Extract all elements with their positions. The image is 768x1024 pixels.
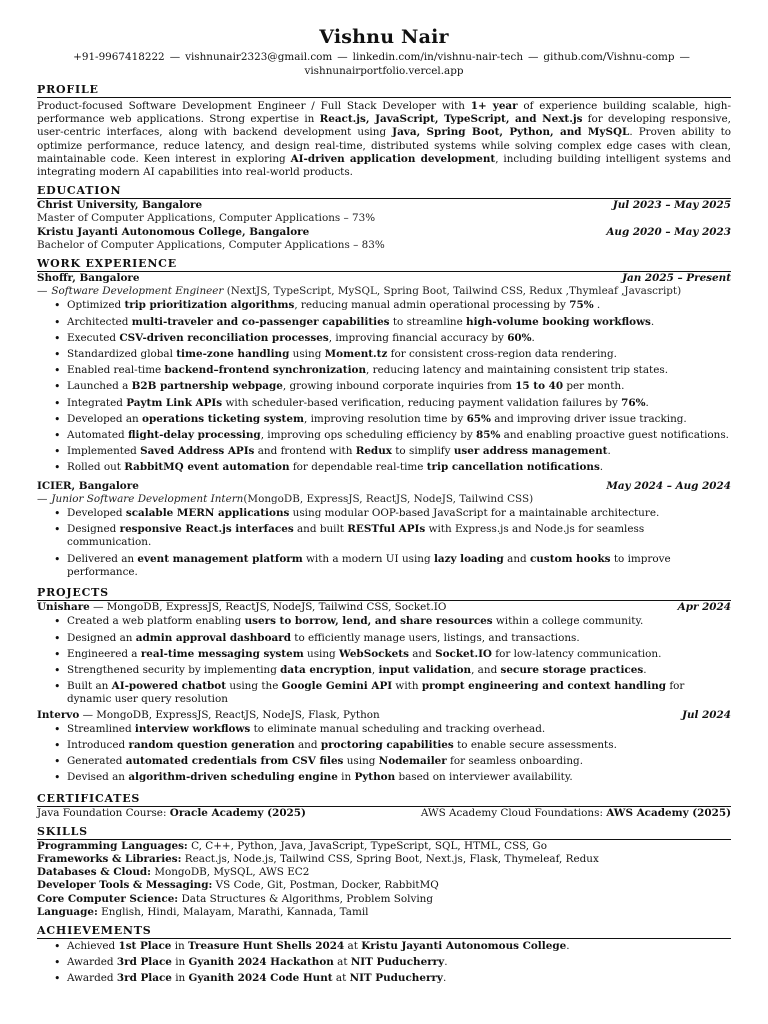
skill-value: Data Structures & Algorithms, Problem Solving [178, 892, 433, 905]
experience-dates: Jan 2025 – Present [622, 272, 731, 285]
bold-text: Treasure Hunt Shells 2024 [188, 939, 345, 952]
bold-text: interview workflows [134, 722, 251, 735]
text-run: , improving resolution time by [303, 412, 467, 425]
text-run: , and [471, 663, 501, 676]
bullet-list [37, 506, 731, 581]
projects-list [37, 601, 731, 786]
text-run: using the [226, 680, 282, 693]
text-run: Implemented [67, 445, 141, 458]
experience-entry [37, 480, 731, 581]
text-run: based on interviewer availability. [395, 771, 573, 784]
bullet-item [67, 379, 731, 395]
skill-row [37, 893, 731, 906]
project-entry [37, 601, 731, 708]
bold-text: admin approval dashboard [135, 631, 291, 644]
bold-text: proctoring capabilities [320, 738, 454, 751]
skill-row [37, 879, 731, 892]
text-run: Devised an [67, 771, 129, 784]
bold-text: RESTful APIs [347, 523, 426, 536]
text-run: Streamlined [67, 722, 135, 735]
section-title-projects: PROJECTS [37, 586, 731, 601]
text-run: , reducing latency and maintaining consistent trip states. [366, 364, 669, 377]
text-run: Developed [67, 507, 126, 520]
bold-text: Python [354, 771, 396, 784]
skill-label: Language: [37, 905, 98, 918]
text-run: to improve performance. [67, 552, 671, 578]
bold-text: Gyanith 2024 Code Hunt [188, 972, 333, 985]
bold-text: Oracle Academy (2025) [169, 806, 306, 819]
certificate-item [421, 807, 731, 820]
text-run: at [333, 956, 351, 969]
section-title-achievements: ACHIEVEMENTS [37, 924, 731, 939]
bullet-item [67, 396, 731, 412]
section-title-certificates: CERTIFICATES [37, 792, 731, 807]
bold-text: Google Gemini API [281, 680, 393, 693]
text-run: and improving driver issue tracking. [490, 412, 687, 425]
text-run: Generated [67, 755, 126, 768]
skill-label: Developer Tools & Messaging: [37, 879, 213, 892]
text-run: . [607, 445, 611, 458]
text-run: AWS Academy Cloud Foundations: [420, 806, 607, 819]
email-link[interactable]: vishnunair2323@gmail.com [185, 51, 333, 63]
experience-dates: May 2024 – Aug 2024 [606, 479, 731, 492]
experience-list [37, 272, 731, 581]
bold-text: NIT Puducherry [350, 956, 445, 969]
bold-text: 1+ year [470, 100, 518, 112]
text-run: for dependable real-time [289, 461, 427, 474]
bullet-item [67, 552, 731, 581]
school-name: Kristu Jayanti Autonomous College, Bangalore [37, 225, 310, 238]
bold-text: 1st Place [118, 939, 172, 952]
role-dash: — [37, 492, 48, 505]
project-stack: — MongoDB, ExpressJS, ReactJS, NodeJS, Tailwind CSS, Socket.IO [89, 601, 447, 614]
company-name: ICIER, Bangalore [37, 479, 139, 492]
bullet-list [37, 614, 731, 708]
bold-text: trip cancellation notifications [426, 461, 600, 474]
bullet-item [67, 315, 731, 331]
text-run: Enabled real-time [67, 364, 165, 377]
text-run: with scheduler-based verification, reducing payment validation failures by [222, 396, 622, 409]
text-run: at [332, 972, 350, 985]
text-run: Optimized [67, 299, 125, 312]
skill-label: Databases & Cloud: [37, 866, 152, 879]
text-run: Launched a [67, 380, 132, 393]
text-run: with Express.js and Node.js for seamless communication. [67, 523, 645, 549]
certificates-row [37, 807, 731, 820]
project-date: Jul 2024 [682, 708, 731, 721]
text-run: . [650, 315, 655, 328]
bold-text: 85% [476, 429, 501, 442]
skill-row [37, 840, 731, 853]
text-run: for consistent cross-region data rendering. [387, 348, 617, 361]
text-run: . [566, 939, 570, 952]
profile-summary [37, 100, 731, 179]
github-link[interactable]: github.com/Vishnu-comp [543, 51, 675, 63]
bullet-item [67, 298, 731, 314]
skill-value: React.js, Node.js, Tailwind CSS, Spring Boot, Next.js, Flask, Thymeleaf, Redux [181, 852, 599, 865]
bullet-item [67, 363, 731, 379]
bullet-list [37, 722, 731, 787]
text-run: and frontend with [254, 445, 356, 458]
skill-value: C, C++, Python, Java, JavaScript, TypeScript, SQL, HTML, CSS, Go [187, 839, 547, 852]
bold-text: 3rd Place [116, 972, 172, 985]
bold-text: random question generation [128, 738, 295, 751]
portfolio-link[interactable]: vishnunairportfolio.vercel.app [304, 64, 464, 77]
school-name: Christ University, Bangalore [37, 199, 203, 212]
bold-text: user address management [453, 445, 608, 458]
bold-text: React.js, JavaScript, TypeScript, and Next.js [319, 113, 583, 126]
text-run: , growing inbound corporate inquiries from [282, 380, 516, 393]
text-run: Designed [67, 523, 120, 536]
bold-text: Moment.tz [324, 348, 388, 361]
text-run: Achieved [67, 939, 119, 952]
text-run: Delivered an [67, 552, 138, 565]
text-run: per month. [563, 380, 625, 393]
text-run: using [343, 755, 379, 768]
bold-text: 75% [569, 299, 594, 312]
contact-separator: — [337, 51, 348, 63]
contact-separator: — [169, 51, 181, 63]
text-run: Designed an [67, 631, 136, 644]
bold-text: users to borrow, lend, and share resources [244, 615, 493, 628]
text-run: Engineered a [67, 647, 141, 660]
text-run: for dynamic user query resolution [67, 680, 685, 706]
bold-text: data encryption [280, 663, 372, 676]
project-name: Unishare [37, 601, 90, 614]
text-run: in [171, 956, 189, 969]
role-line [37, 493, 731, 506]
text-run: . [599, 461, 604, 474]
text-run: Built an [67, 680, 112, 693]
experience-entry [37, 272, 731, 477]
bullet-item [67, 955, 731, 971]
bold-text: trip prioritization algorithms [124, 299, 295, 312]
bullet-item [67, 722, 731, 738]
bullet-item [67, 614, 731, 630]
text-run: and [408, 647, 436, 660]
text-run: and enabling proactive guest notifications. [500, 429, 729, 442]
bold-text: custom hooks [529, 552, 611, 565]
bold-text: 60% [507, 331, 532, 344]
text-run: to enable secure assessments. [453, 738, 617, 751]
bold-text: Java, Spring Boot, Python, and MySQL [392, 126, 630, 139]
company-name: Shoffr, Bangalore [37, 272, 140, 285]
bold-text: scalable MERN applications [125, 507, 290, 520]
text-run: using [289, 348, 325, 361]
skill-row [37, 906, 731, 919]
bold-text: automated credentials from CSV files [125, 755, 344, 768]
text-run: . [442, 972, 447, 985]
bullet-item [67, 460, 731, 476]
bullet-item [67, 331, 731, 347]
text-run: , including building intelligent systems and integrating modern AI capabilities into real-world products. [37, 152, 731, 179]
bold-text: WebSockets [339, 647, 409, 660]
text-run: at [344, 939, 362, 952]
education-entry [37, 226, 731, 252]
text-run: . Proven ability to optimize performance, reduce latency, and design real-time, distributed systems while solving complex edge cases with clean, maintainable code. Keen interest in exploring [37, 126, 732, 165]
text-run: Architected [67, 315, 132, 328]
bold-text: backend–frontend synchronization [164, 364, 367, 377]
text-run: Awarded [67, 972, 117, 985]
bullet-item [67, 971, 731, 987]
bold-text: RabbitMQ event automation [124, 461, 290, 474]
bold-text: 65% [466, 412, 491, 425]
bold-text: multi-traveler and co-passenger capabilities [131, 315, 390, 328]
bold-text: real-time messaging system [140, 647, 304, 660]
bullet-item [67, 444, 731, 460]
text-run: . [444, 956, 448, 969]
text-run: . [645, 396, 649, 409]
skill-label: Frameworks & Libraries: [37, 852, 182, 865]
bold-text: secure storage practices [500, 663, 644, 676]
text-run: with [392, 680, 422, 693]
bold-text: Gyanith 2024 Hackathon [188, 956, 334, 969]
bullet-item [67, 631, 731, 647]
bold-text: AWS Academy (2025) [606, 806, 731, 819]
text-run: Developed an [67, 412, 143, 425]
bold-text: operations ticketing system [142, 412, 304, 425]
skill-value: VS Code, Git, Postman, Docker, RabbitMQ [212, 879, 439, 892]
bold-text: algorithm-driven scheduling engine [128, 771, 338, 784]
text-run: to streamline [389, 315, 467, 328]
skill-label: Programming Languages: [37, 839, 188, 852]
bullet-item [67, 679, 731, 708]
bullet-item [67, 647, 731, 663]
text-run: , improving ops scheduling efficiency by [260, 429, 477, 442]
bold-text: Nodemailer [378, 755, 447, 768]
text-run: within a college community. [492, 615, 644, 628]
section-title-skills: SKILLS [37, 825, 731, 840]
bold-text: flight-delay processing [127, 429, 261, 442]
text-run: , improving financial accuracy by [328, 331, 508, 344]
text-run: with a modern UI using [302, 552, 434, 565]
text-run: Executed [67, 331, 120, 344]
degree-text: Master of Computer Applications, Computer Applications – 73% [37, 212, 376, 225]
text-run: using modular OOP-based JavaScript for a maintainable architecture. [289, 507, 660, 520]
text-run: . [531, 331, 535, 344]
text-run: Introduced [67, 738, 129, 751]
bold-text: Socket.IO [435, 647, 492, 660]
section-title-profile: PROFILE [37, 83, 731, 98]
skill-value: MongoDB, MySQL, AWS EC2 [151, 866, 310, 879]
text-run: . [643, 663, 647, 676]
bold-text: prompt engineering and context handling [421, 680, 667, 693]
role-dash: — [37, 285, 48, 298]
phone-text: +91-9967418222 [73, 51, 165, 63]
education-entry [37, 199, 731, 225]
bold-text: Saved Address APIs [140, 445, 255, 458]
project-date: Apr 2024 [677, 601, 731, 614]
text-run: using [303, 647, 339, 660]
project-header [37, 601, 446, 614]
section-title-education: EDUCATION [37, 184, 731, 199]
bullet-item [67, 428, 731, 444]
text-run: Strengthened security by implementing [67, 663, 281, 676]
bullet-item [67, 754, 731, 770]
role-line [37, 285, 731, 298]
text-run: Awarded [67, 956, 117, 969]
bullet-item [67, 412, 731, 428]
text-run: , reducing manual admin operational processing by [294, 299, 570, 312]
text-run: Rolled out [67, 461, 125, 474]
text-run: to efficiently manage users, listings, and transactions. [290, 631, 580, 644]
education-dates: Aug 2020 – May 2023 [606, 225, 731, 238]
degree-text: Bachelor of Computer Applications, Computer Applications – 83% [37, 238, 385, 251]
skill-value: English, Hindi, Malayam, Marathi, Kannada, Tamil [97, 905, 369, 918]
contact-separator: — [679, 51, 690, 63]
bold-text: responsive React.js interfaces [119, 523, 294, 536]
bold-text: time-zone handling [176, 348, 290, 361]
text-run: in [171, 972, 189, 985]
project-entry [37, 709, 731, 787]
skill-row [37, 866, 731, 879]
candidate-name: Vishnu Nair [319, 26, 449, 48]
contact-line [61, 51, 707, 78]
bold-text: AI-powered chatbot [111, 680, 227, 693]
section-title-experience: WORK EXPERIENCE [37, 257, 731, 272]
bold-text: 76% [621, 396, 646, 409]
bold-text: B2B partnership webpage [131, 380, 283, 393]
text-run: for low-latency communication. [491, 647, 662, 660]
text-run: to simplify [391, 445, 454, 458]
achievements-list [37, 939, 731, 988]
text-run: and [503, 552, 530, 565]
text-run: and built [293, 523, 348, 536]
bullet-item [67, 347, 731, 363]
bold-text: NIT Puducherry [349, 972, 443, 985]
text-run: . [593, 299, 601, 312]
bold-text: high-volume booking workflows [466, 315, 651, 328]
project-name: Intervo [37, 708, 80, 721]
certificate-item [37, 807, 306, 820]
role-stack: (MongoDB, ExpressJS, ReactJS, NodeJS, Tailwind CSS) [243, 492, 534, 505]
text-run: , [371, 663, 379, 676]
bold-text: event management platform [137, 552, 303, 565]
skill-row [37, 853, 731, 866]
text-run: and [294, 738, 321, 751]
project-stack: — MongoDB, ExpressJS, ReactJS, NodeJS, Flask, Python [79, 708, 380, 721]
bold-text: 15 to 40 [515, 380, 564, 393]
contact-separator: — [528, 51, 539, 63]
bullet-item [67, 522, 731, 551]
bullet-item [67, 770, 731, 786]
text-run: for developing responsive, user-centric interfaces, along with backend development using [37, 113, 731, 139]
bullet-item [67, 663, 731, 679]
bold-text: Paytm Link APIs [126, 396, 223, 409]
skills-list [37, 840, 731, 919]
bold-text: input validation [378, 663, 472, 676]
linkedin-link[interactable]: linkedin.com/in/vishnu-nair-tech [352, 51, 524, 63]
text-run: for seamless onboarding. [446, 755, 584, 768]
text-run: Java Foundation Course: [37, 806, 170, 819]
text-run: Automated [67, 429, 128, 442]
text-run: Product-focused Software Development Engineer / Full Stack Developer with [37, 100, 471, 112]
bold-text: Redux [355, 445, 392, 458]
bullet-list [37, 298, 731, 476]
role-stack: (NextJS, TypeScript, MySQL, Spring Boot, Tailwind CSS, Redux ,Thymleaf ,Javascript) [223, 285, 682, 298]
bullet-item [67, 738, 731, 754]
education-dates: Jul 2023 – May 2025 [612, 199, 731, 212]
bullet-item [67, 506, 731, 522]
text-run: in [171, 939, 189, 952]
skill-label: Core Computer Science: [37, 892, 179, 905]
text-run: Created a web platform enabling [67, 615, 245, 628]
education-list [37, 199, 731, 252]
text-run: of experience building scalable, high-performance web applications. Strong expertise in [37, 100, 731, 126]
text-run: Standardized global [67, 348, 177, 361]
text-run: Integrated [67, 396, 127, 409]
project-header [37, 709, 380, 722]
bold-text: CSV-driven reconciliation processes [119, 331, 329, 344]
role-title: Junior Software Development Intern [51, 492, 244, 505]
bold-text: Kristu Jayanti Autonomous College [361, 939, 567, 952]
bold-text: 3rd Place [116, 956, 172, 969]
bold-text: AI-driven application development [290, 152, 496, 165]
text-run: in [337, 771, 355, 784]
role-title: Software Development Engineer [51, 285, 224, 298]
bold-text: lazy loading [433, 552, 504, 565]
text-run: to eliminate manual scheduling and tracking overhead. [250, 722, 546, 735]
bullet-item [67, 939, 731, 955]
